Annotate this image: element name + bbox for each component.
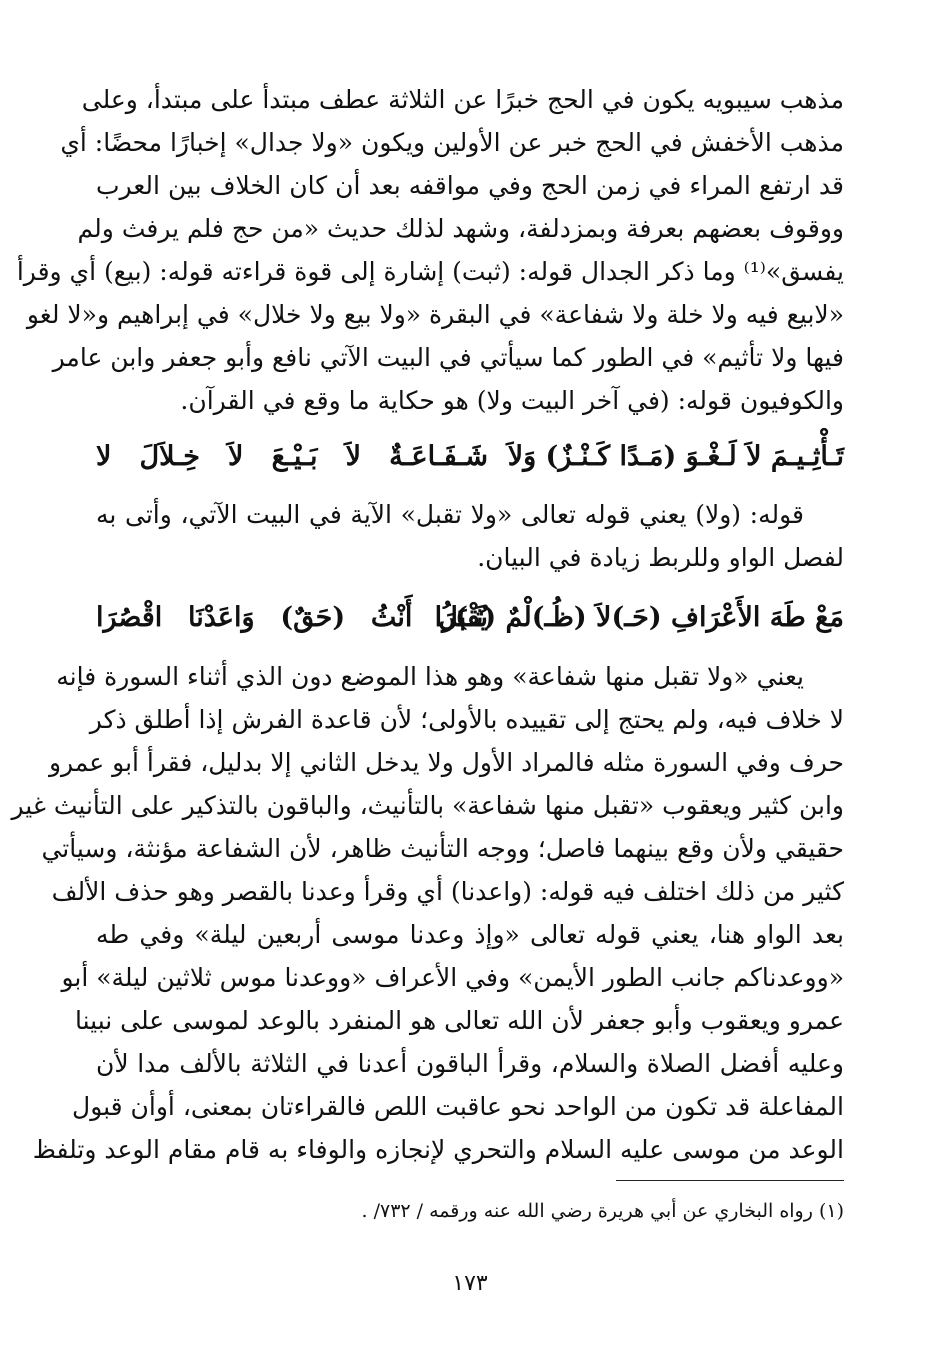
text-line: قد ارتفع المراء في زمن الحج وفي مواقفه بعد أن كان الخلاف بين العرب [96, 171, 844, 200]
text-line: ووقوف بعضهم بعرفة وبمزدلفة، وشهد لذلك حديث «من حج فلم يرفث ولم [77, 214, 844, 243]
verse-first-hemistich: يُقْبَلُ أَنْثُ (حَقٌ) وَاعَدْنَا اقْصُرَا [96, 602, 488, 633]
text-line: لفصل الواو وللربط زيادة في البيان. [477, 543, 844, 572]
text-line: قوله: (ولا) يعني قوله تعالى «ولا تقبل» الآية في البيت الآتي، وأتى به [96, 500, 804, 529]
text-line: «ووعدناكم جانب الطور الأيمن» وفي الأعراف «ووعدنا موس ثلاثين ليلة» أبو [61, 963, 844, 992]
text-line: بعد الواو هنا، يعني قوله تعالى «وإذ وعدنا موسى أربعين ليلة» وفي طه [96, 920, 844, 949]
text-line: الوعد من موسى عليه السلام والتحري لإنجازه والوفاء به قام مقام الوعد وتلفظ [32, 1135, 844, 1164]
verse-second-hemistich: تَـأْثِـيـمَ لاَ لَـغْـوَ (مَـدًا كَـنْـزٌ) وَلاَ [507, 441, 844, 472]
text-line: حرف وفي السورة مثله فالمراد الأول ولا يدخل الثاني إلا بدليل، فقرأ أبو عمرو [48, 748, 844, 777]
footnote: (١) رواه البخاري عن أبي هريرة رضي الله عنه ورقمه / ٧٣٢/ . [361, 1200, 844, 1222]
text-line: عمرو ويعقوب وأبو جعفر لأن الله تعالى هو المنفرد بالوعد لموسى على نبينا [75, 1006, 844, 1035]
text-line: فيها ولا تأثيم» في الطور كما سيأتي في البيت الآتي نافع وأبو جعفر وابن عامر [52, 343, 844, 372]
text-line: يعني «ولا تقبل منها شفاعة» وهو هذا الموضع دون الذي أثناء السورة فإنه [56, 662, 804, 691]
text-line: وابن كثير ويعقوب «تقبل منها شفاعة» بالتأنيث، والباقون بالتذكير على التأنيث غير [11, 791, 844, 820]
verse-second-hemistich: مَعْ طَهَ الأَعْرَافِ (حَـ)لاَ (ظُـ)لْمٌ (ثَـ)رَا [434, 602, 844, 633]
text-line: حقيقي ولأن وقع بينهما فاصل؛ ووجه التأنيث ظاهر، لأن الشفاعة مؤنثة، وسيأتي [41, 834, 844, 863]
text-line: كثير من ذلك اختلف فيه قوله: (واعدنا) أي وقرأ وعدنا بالقصر وهو حذف الألف [51, 877, 844, 906]
text-line: وعليه أفضل الصلاة والسلام، وقرأ الباقون أعدنا في الثلاثة بالألف مدا لأن [96, 1049, 844, 1078]
text-line: المفاعلة قد تكون من الواحد نحو عاقبت اللص فالقراءتان بمعنى، أوأن قبول [72, 1092, 844, 1121]
text-line: مذهب سيبويه يكون في الحج خبرًا عن الثلاثة عطف مبتدأ على مبتدأ، وعلى [81, 85, 844, 114]
text-line: والكوفيون قوله: (في آخر البيت ولا) هو حكاية ما وقع في القرآن. [180, 386, 844, 415]
text-line: يفسق»⁽¹⁾ وما ذكر الجدال قوله: (ثبت) إشارة إلى قوة قراءته قوله: (بيع) أي وقرأ [16, 257, 844, 286]
verse-first-hemistich: شَـفَـاعَـةٌ لاَ بَـيْـعَ لاَ خِـلاَلَ لا [96, 441, 488, 472]
text-line: مذهب الأخفش في الحج خبر عن الأولين ويكون «ولا جدال» إخبارًا محضًا: أي [60, 128, 844, 157]
text-line: لا خلاف فيه، ولم يحتج إلى تقييده بالأولى؛ لأن قاعدة الفرش إذا أطلق ذكر [89, 705, 844, 734]
footnote-divider [616, 1180, 844, 1181]
text-line: «لابيع فيه ولا خلة ولا شفاعة» في البقرة «ولا بيع ولا خلال» في إبراهيم و«لا لغو [26, 300, 844, 329]
page-number: ١٧٣ [452, 1271, 488, 1296]
